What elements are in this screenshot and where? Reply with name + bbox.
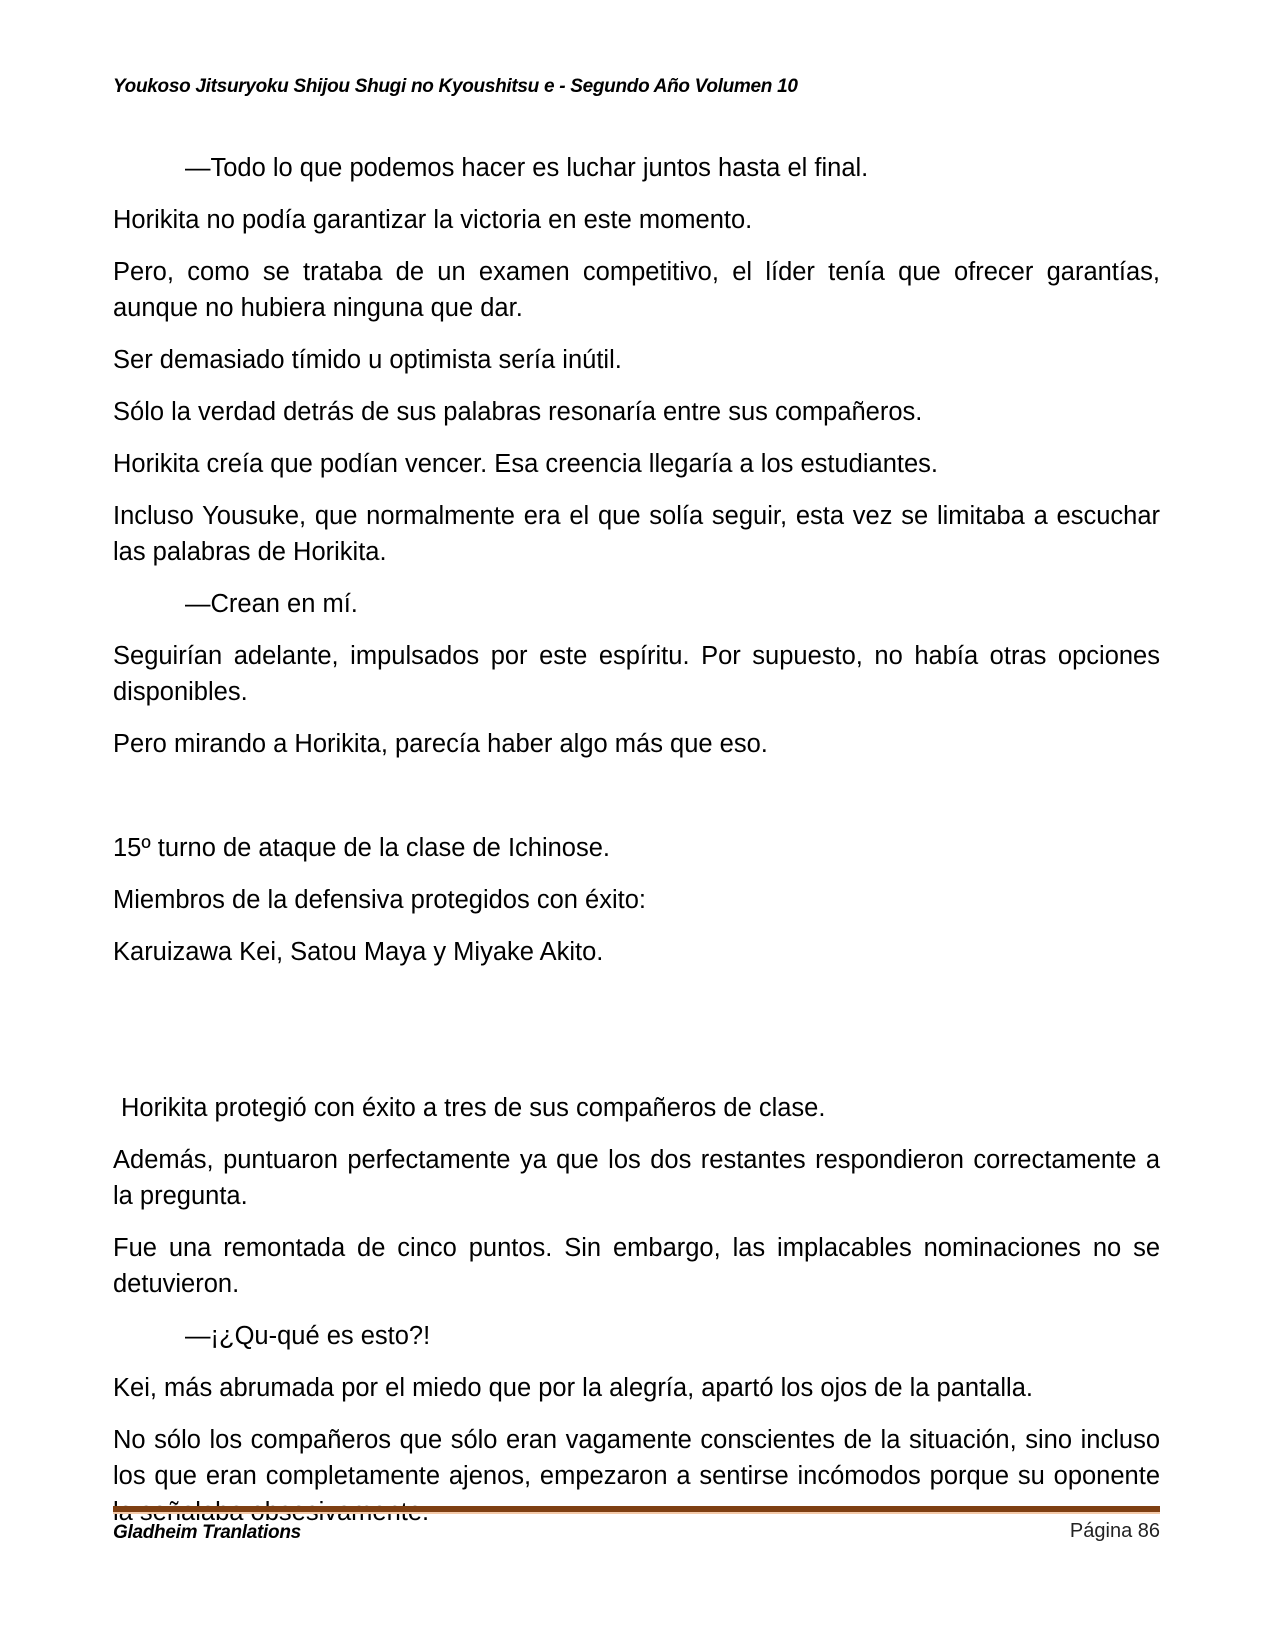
paragraph: Horikita no podía garantizar la victoria en este momento. xyxy=(113,206,753,234)
footer-publisher: Gladheim Tranlations xyxy=(113,1522,301,1543)
page-number: Página 86 xyxy=(1069,1520,1160,1542)
paragraph: Horikita creía que podían vencer. Esa creencia llegaría a los estudiantes. xyxy=(113,450,938,478)
paragraph: Incluso Yousuke, que normalmente era el que solía seguir, esta vez se limitaba a escuchar las palabras de Horikita. xyxy=(113,502,1160,566)
running-header: Youkoso Jitsuryoku Shijou Shugi no Kyoushitsu e - Segundo Año Volumen 10 xyxy=(113,76,798,97)
paragraph: —Todo lo que podemos hacer es luchar juntos hasta el final. xyxy=(185,154,869,182)
paragraph: Fue una remontada de cinco puntos. Sin embargo, las implacables nominaciones no se detuvieron. xyxy=(113,1234,1160,1298)
blank-line xyxy=(113,1038,1160,1074)
paragraph: Karuizawa Kei, Satou Maya y Miyake Akito. xyxy=(113,938,604,966)
blank-line xyxy=(113,778,1160,814)
paragraph: Ser demasiado tímido u optimista sería inútil. xyxy=(113,346,622,374)
paragraph: —¡¿Qu-qué es esto?! xyxy=(185,1322,431,1350)
page-body xyxy=(113,150,1160,1546)
paragraph: Miembros de la defensiva protegidos con éxito: xyxy=(113,886,646,914)
paragraph: Sólo la verdad detrás de sus palabras resonaría entre sus compañeros. xyxy=(113,398,923,426)
paragraph: Seguirían adelante, impulsados por este espíritu. Por supuesto, no había otras opciones disponibles. xyxy=(113,642,1160,706)
paragraph: Kei, más abrumada por el miedo que por la alegría, apartó los ojos de la pantalla. xyxy=(113,1374,1033,1402)
blank-line xyxy=(113,986,1160,1022)
paragraph: Pero mirando a Horikita, parecía haber algo más que eso. xyxy=(113,730,768,758)
paragraph: —Crean en mí. xyxy=(185,590,358,618)
paragraph: Además, puntuaron perfectamente ya que los dos restantes respondieron correctamente a la pregunta. xyxy=(113,1146,1160,1210)
paragraph: Horikita protegió con éxito a tres de sus compañeros de clase. xyxy=(121,1094,826,1122)
paragraph: No sólo los compañeros que sólo eran vagamente conscientes de la situación, sino incluso los que eran completamente ajenos, empezaron a sentirse incómodos porque su oponente xyxy=(113,1426,1160,1490)
paragraph: 15º turno de ataque de la clase de Ichinose. xyxy=(113,834,611,862)
footer-rule xyxy=(113,1506,1160,1514)
paragraph: Pero, como se trataba de un examen competitivo, el líder tenía que ofrecer garantías, aunque no hubiera ninguna que dar. xyxy=(113,258,1160,322)
